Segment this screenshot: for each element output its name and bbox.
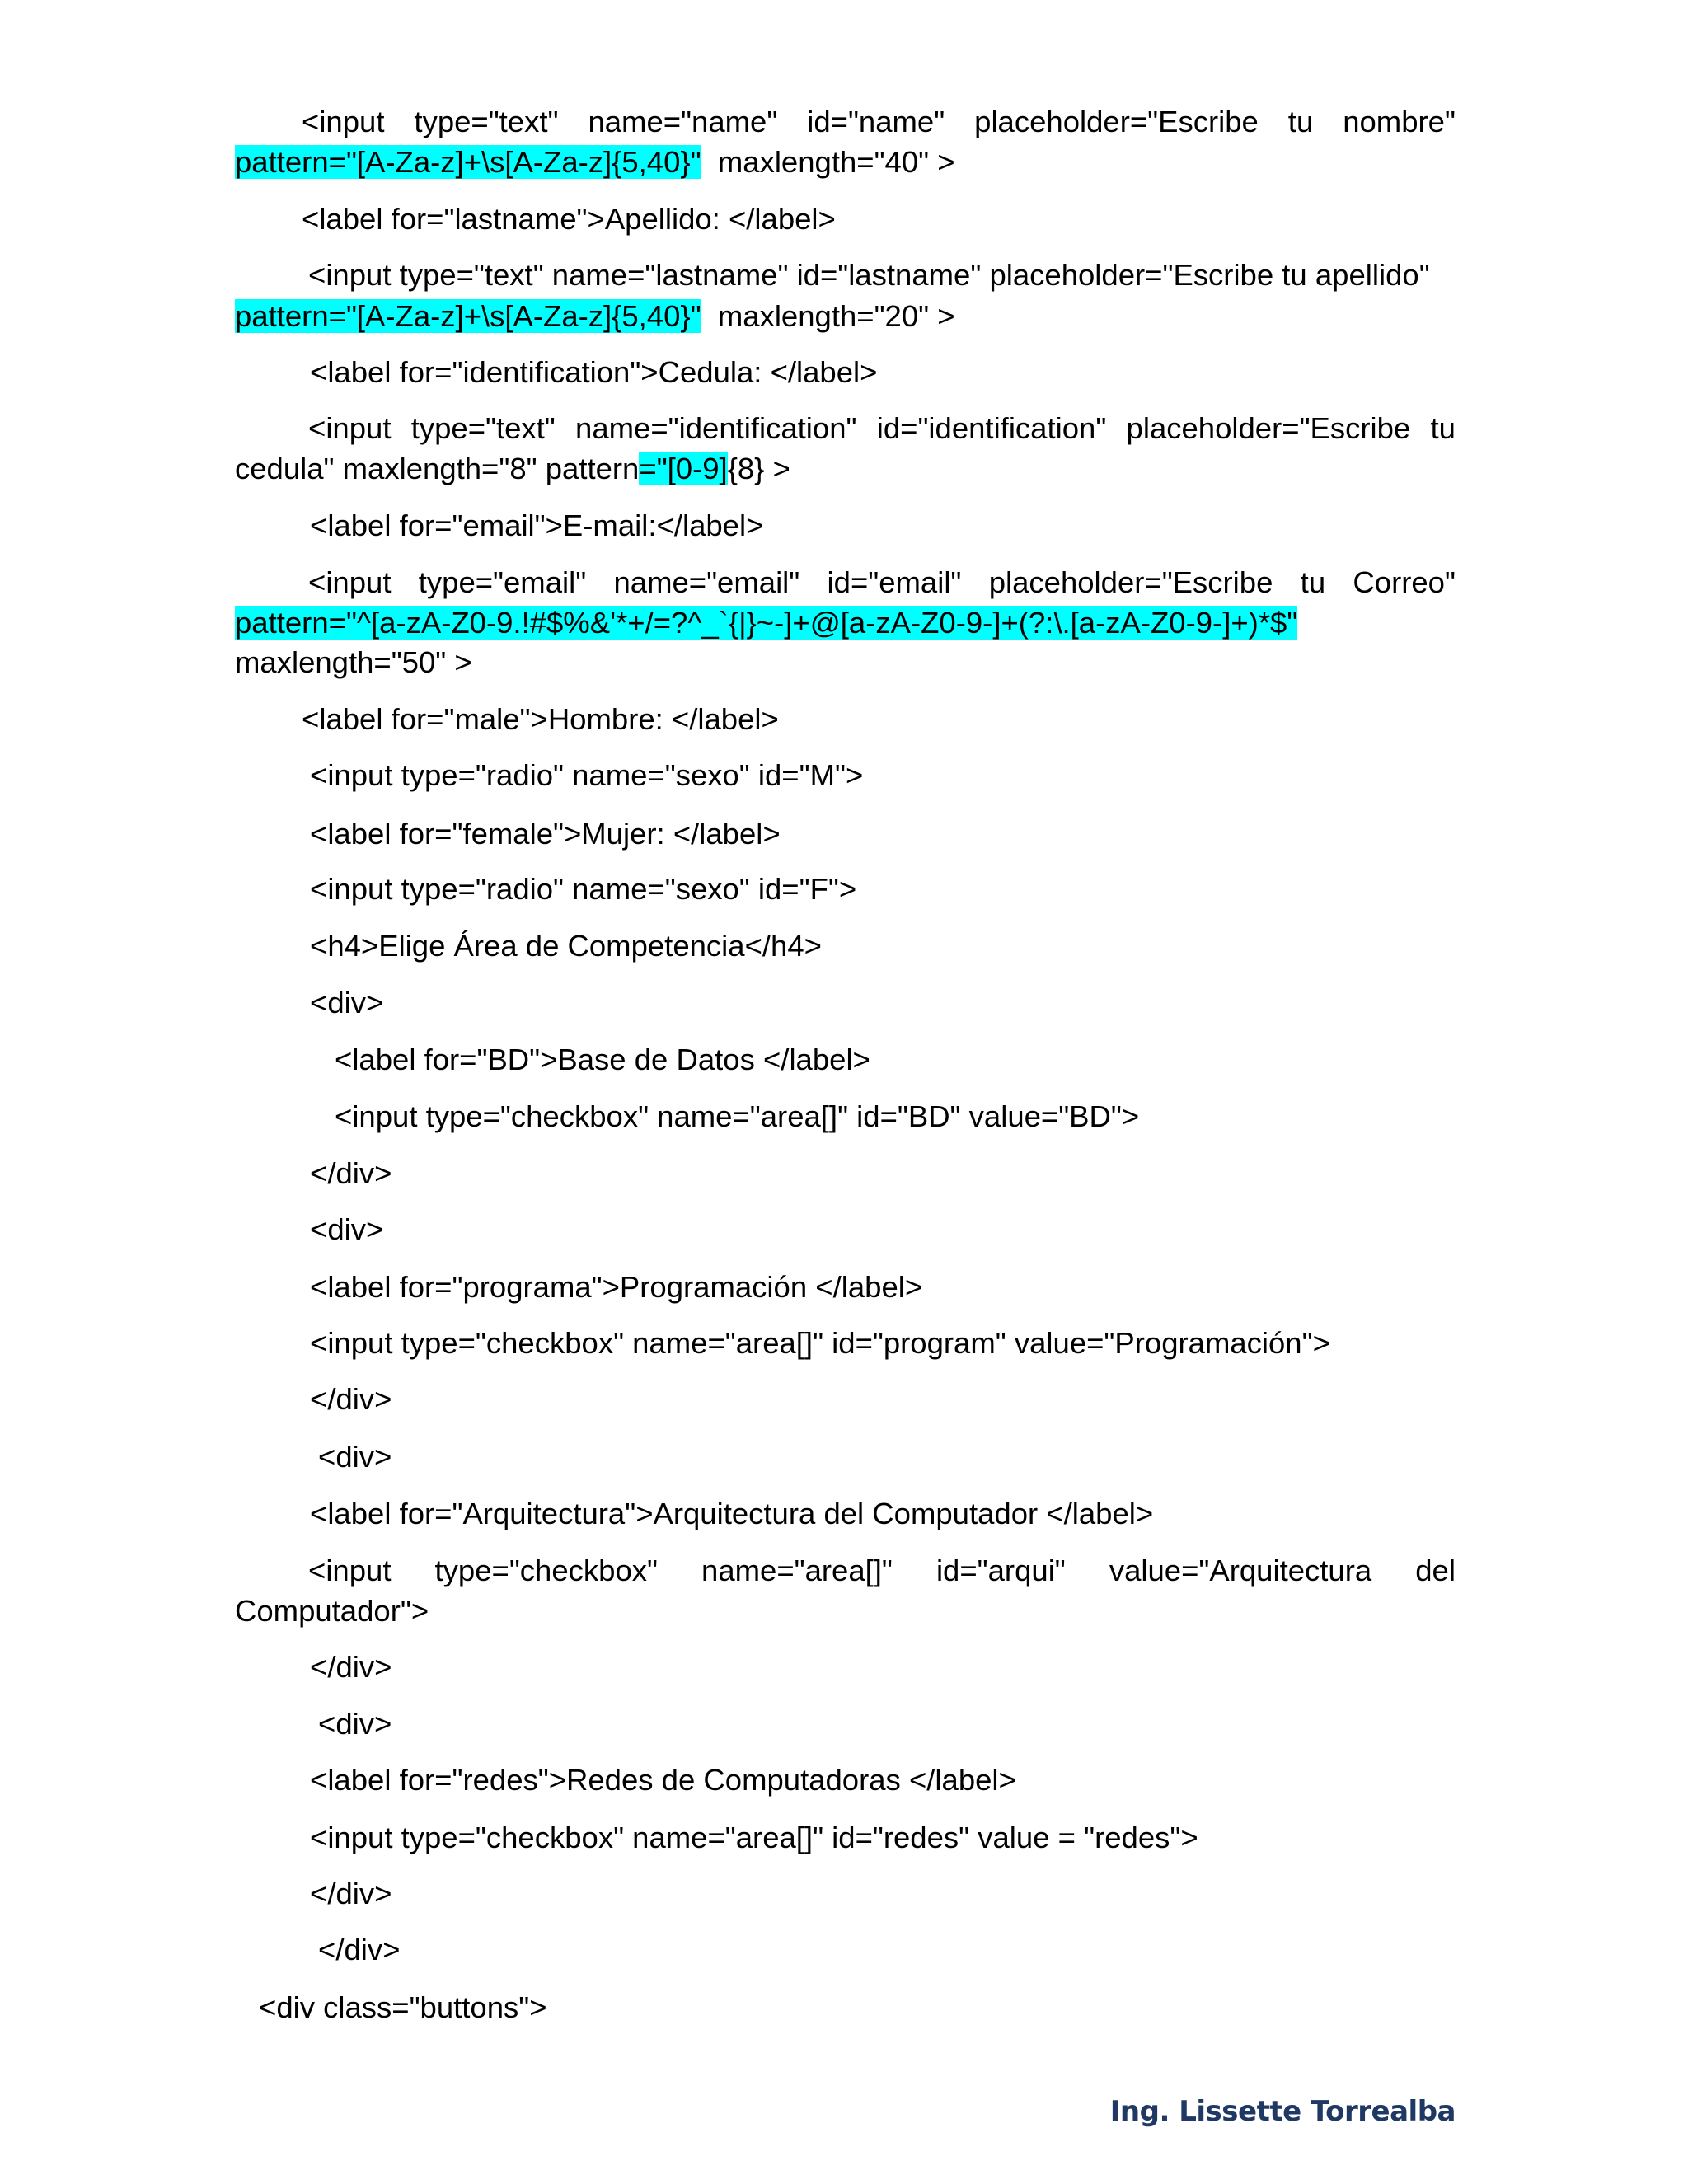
code-line xyxy=(308,410,1456,447)
highlighted-pattern: pattern="[A-Za-z]+\s[A-Za-z]{5,40}" xyxy=(235,145,701,179)
code-text: cedula" maxlength="8" pattern xyxy=(235,452,640,485)
code-line: <label for="identification">Cedula: </label> xyxy=(310,355,878,389)
code-line xyxy=(235,605,1297,641)
code-line: <input type="checkbox" name="area[]" id="BD" value="BD"> xyxy=(335,1099,1140,1133)
highlighted-pattern: pattern="[A-Za-z]+\s[A-Za-z]{5,40}" xyxy=(235,299,701,333)
code-line: </div> xyxy=(318,1933,401,1966)
code-text: {8} > xyxy=(727,452,790,485)
code-line: </div> xyxy=(310,1650,392,1684)
code-line xyxy=(308,565,1456,601)
code-word: type="checkbox" xyxy=(434,1554,658,1587)
code-line: <label for="Arquitectura">Arquitectura del Computador </label> xyxy=(310,1497,1154,1530)
code-word: type="email" xyxy=(418,565,587,599)
code-line: <div> xyxy=(310,986,384,1019)
code-line: <input type="text" name="lastname" id="lastname" placeholder="Escribe tu apellido" xyxy=(308,258,1430,292)
code-word: <input xyxy=(308,565,392,599)
code-word: id="identification" xyxy=(876,411,1107,445)
code-line: <div> xyxy=(318,1707,392,1741)
code-line: </div> xyxy=(310,1156,392,1190)
code-word: <input xyxy=(302,105,385,138)
code-line: <label for="redes">Redes de Computadoras </label> xyxy=(310,1763,1016,1797)
highlighted-pattern: ="[0-9] xyxy=(639,452,728,485)
code-word: type="text" xyxy=(414,105,559,138)
code-line: <input type="checkbox" name="area[]" id="redes" value = "redes"> xyxy=(310,1821,1198,1854)
code-word: name="identification" xyxy=(575,411,857,445)
code-line: <input type="checkbox" name="area[]" id="program" value="Programación"> xyxy=(310,1326,1330,1360)
code-word: placeholder="Escribe xyxy=(988,565,1273,599)
code-line: <div> xyxy=(310,1212,384,1246)
code-word: type="text" xyxy=(410,411,556,445)
highlighted-pattern: pattern="^[a-zA-Z0-9.!#$%&'*+/=?^_`{|}~-]+@[a-zA-Z0-9-]+(?:\.[a-zA-Z0-9-]+)*$" xyxy=(235,606,1298,640)
code-word: id="arqui" xyxy=(935,1554,1066,1587)
code-line xyxy=(308,1553,1456,1589)
code-line: <input type="radio" name="sexo" id="F"> xyxy=(310,872,857,906)
code-word: id="email" xyxy=(827,565,962,599)
code-line xyxy=(235,144,955,180)
code-line xyxy=(235,298,955,335)
code-line: Computador"> xyxy=(235,1594,429,1628)
author-footer: Ing. Lissette Torrealba xyxy=(1109,2095,1456,2128)
code-line: <label for="male">Hombre: </label> xyxy=(302,702,779,736)
code-text: maxlength="40" > xyxy=(717,145,955,179)
code-word: id="name" xyxy=(807,105,945,138)
code-text: maxlength="20" > xyxy=(717,299,955,333)
code-word: tu xyxy=(1430,411,1456,445)
code-line: <label for="BD">Base de Datos </label> xyxy=(335,1043,870,1076)
code-line xyxy=(302,104,1456,140)
code-word: name="name" xyxy=(588,105,778,138)
code-word: nombre" xyxy=(1343,105,1456,138)
code-line: <label for="female">Mujer: </label> xyxy=(310,817,781,851)
code-word: tu xyxy=(1300,565,1326,599)
code-line: <label for="email">E-mail:</label> xyxy=(310,509,764,542)
code-word: <input xyxy=(308,411,392,445)
code-line: </div> xyxy=(310,1877,392,1910)
code-line: <input type="radio" name="sexo" id="M"> xyxy=(310,758,864,792)
code-word: value="Arquitectura xyxy=(1109,1554,1372,1587)
code-word: name="area[]" xyxy=(701,1554,893,1587)
code-word: name="email" xyxy=(613,565,800,599)
code-line xyxy=(235,451,790,487)
code-line: <div class="buttons"> xyxy=(259,1990,547,2024)
code-line: <div> xyxy=(318,1440,392,1474)
code-word: placeholder="Escribe xyxy=(974,105,1259,138)
code-line: <label for="lastname">Apellido: </label> xyxy=(302,202,836,236)
code-word: Correo" xyxy=(1353,565,1456,599)
code-word: placeholder="Escribe xyxy=(1126,411,1411,445)
code-word: <input xyxy=(308,1554,392,1587)
code-line: <label for="programa">Programación </label> xyxy=(310,1270,923,1304)
code-line: maxlength="50" > xyxy=(235,645,472,679)
code-word: tu xyxy=(1287,105,1314,138)
code-line: <h4>Elige Área de Competencia</h4> xyxy=(310,929,822,963)
code-line: </div> xyxy=(310,1382,392,1416)
code-word: del xyxy=(1415,1554,1456,1587)
